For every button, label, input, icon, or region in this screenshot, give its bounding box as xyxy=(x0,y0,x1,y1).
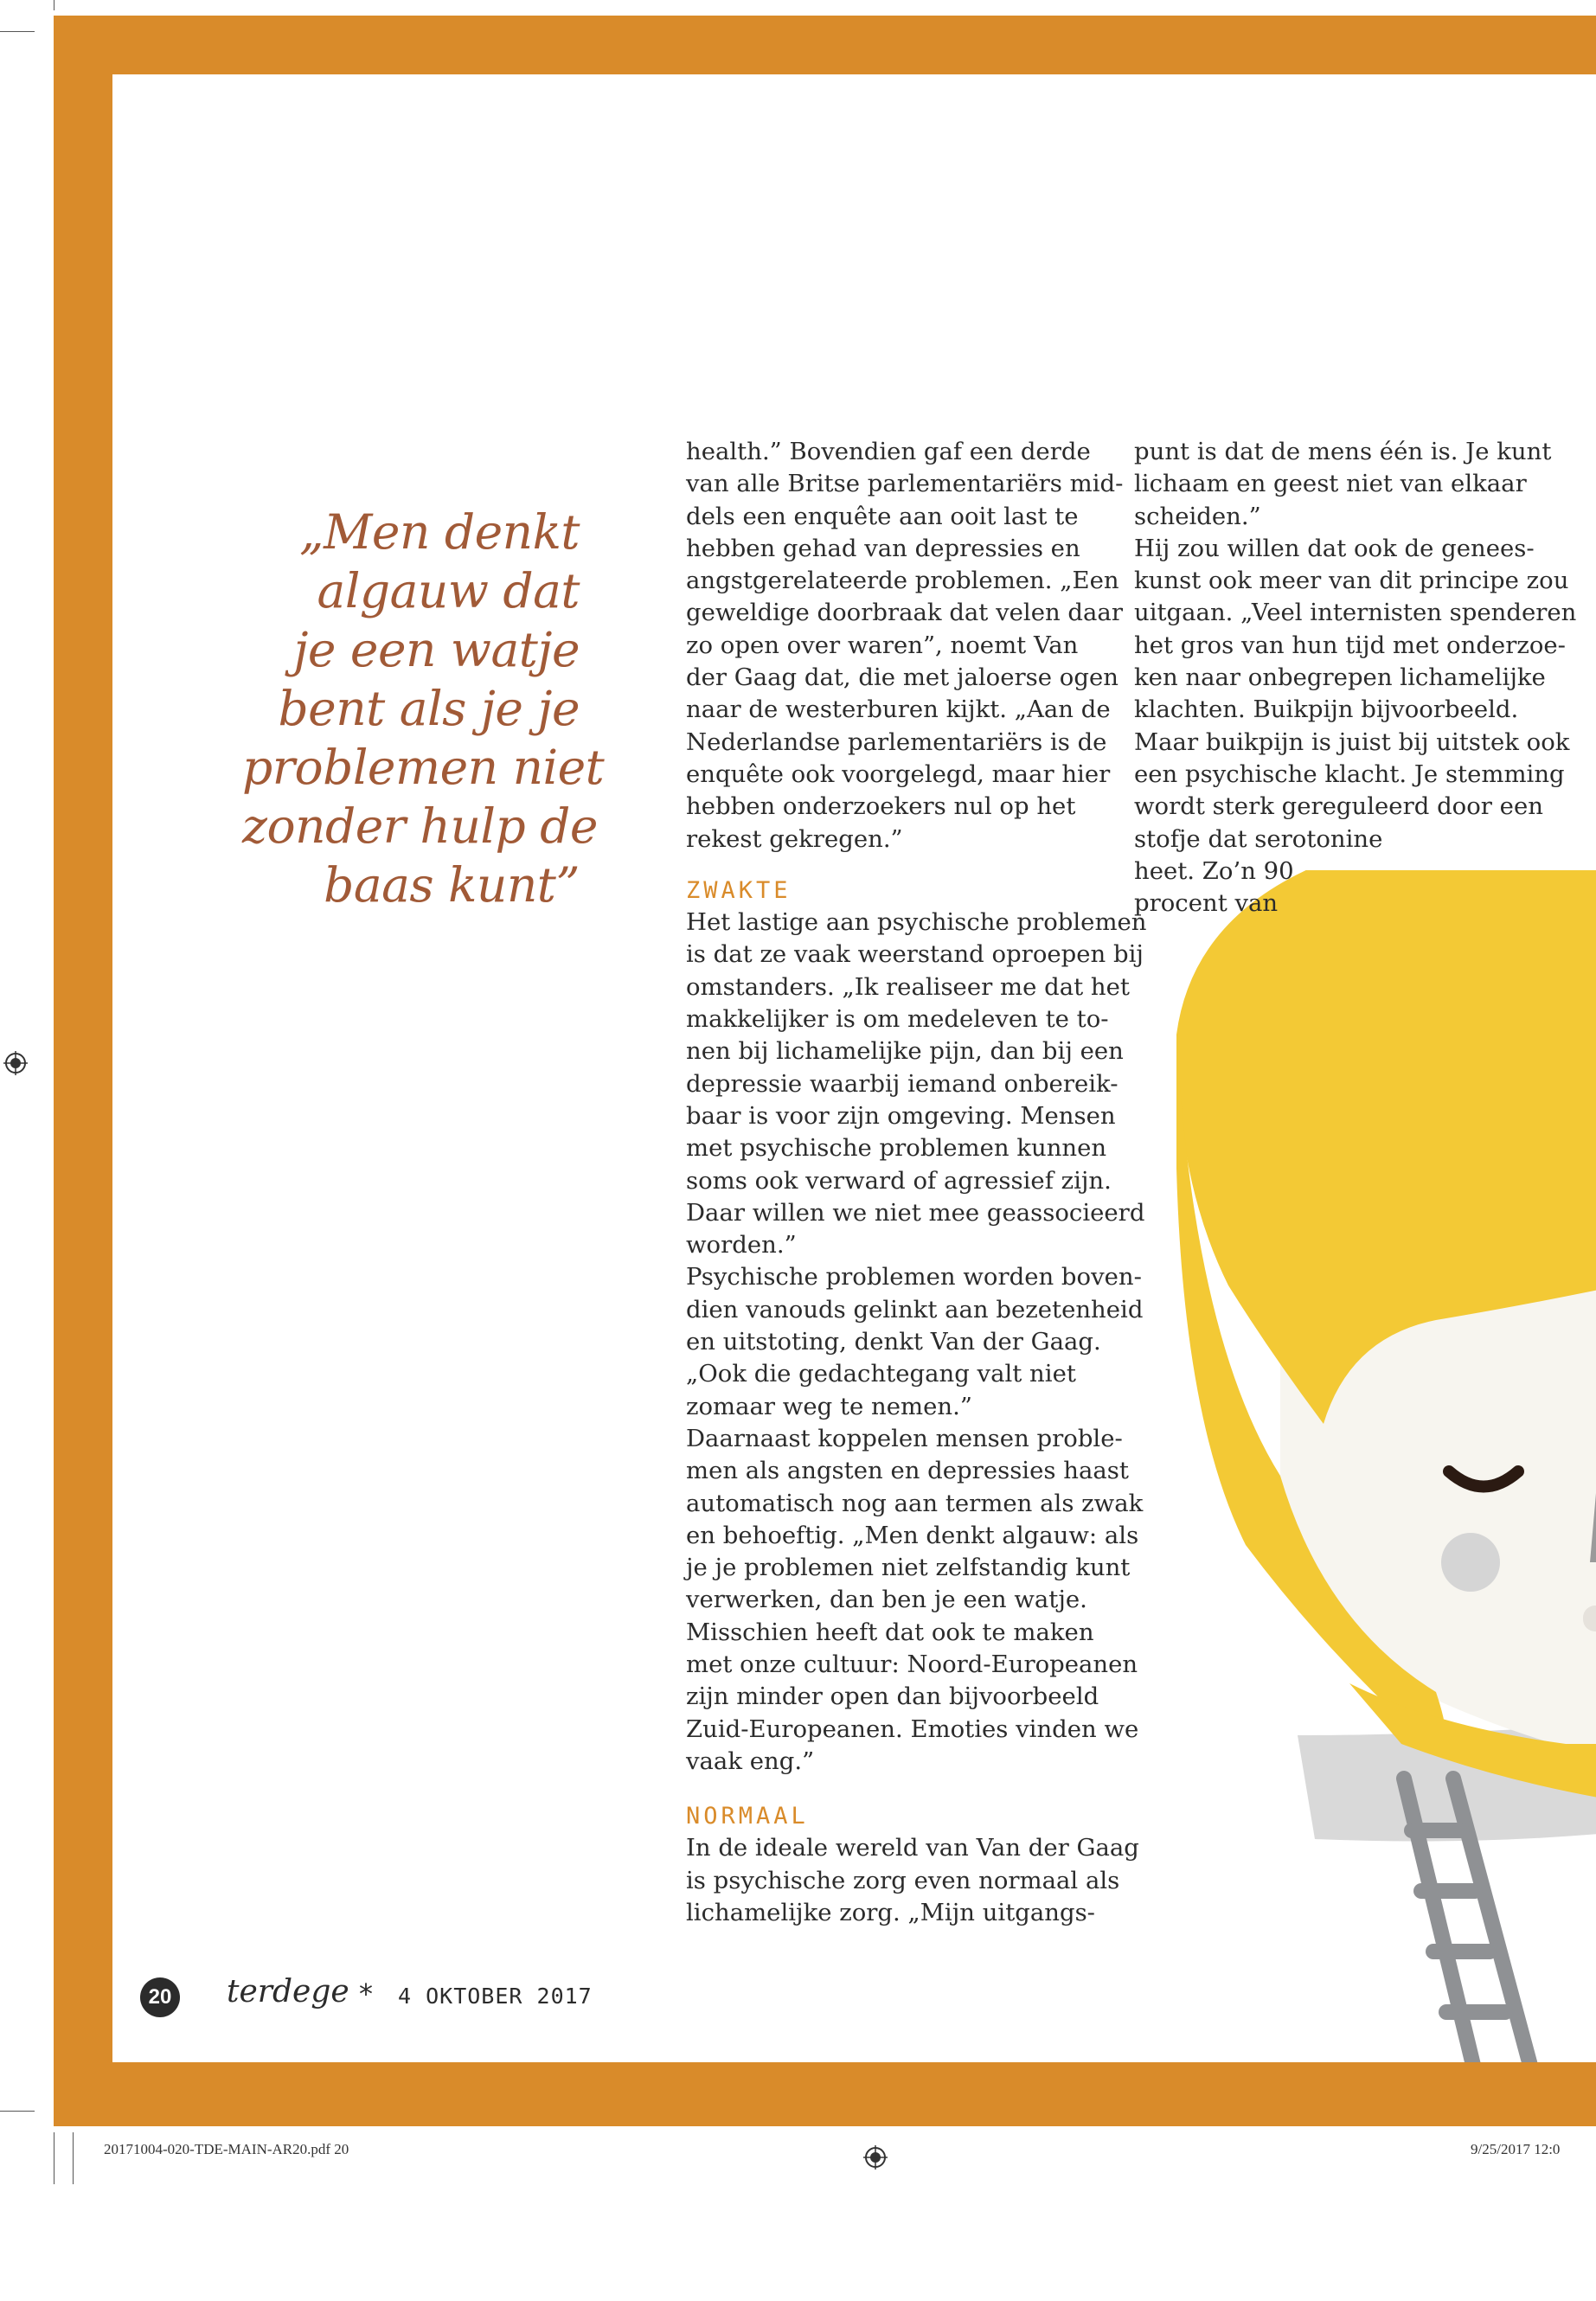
body-text-line: worden.” xyxy=(686,1231,797,1259)
body-text-line: Psychische problemen worden boven- xyxy=(686,1263,1142,1292)
body-text-line: depressie waarbij iemand onbereik- xyxy=(686,1069,1118,1098)
pull-quote-line: je een watje xyxy=(293,622,580,677)
body-text-line: en uitstoting, denkt Van der Gaag. xyxy=(686,1328,1101,1356)
body-text-line: lichaam en geest niet van elkaar xyxy=(1134,470,1527,498)
body-text-line: Daar willen we niet mee geassocieerd xyxy=(686,1198,1145,1227)
body-text-line: en behoeftig. „Men denkt algauw: als xyxy=(686,1521,1139,1549)
body-text-line: „Ook die gedachtegang valt niet xyxy=(686,1360,1076,1388)
body-text-line: hebben gehad van depressies en xyxy=(686,534,1080,562)
page-number-badge: 20 xyxy=(140,1977,180,2017)
pull-quote xyxy=(242,503,605,914)
pull-quote-line: „Men denkt xyxy=(299,504,580,560)
pull-quote-line: algauw dat xyxy=(317,563,580,619)
body-text-line: het gros van hun tijd met onderzoe- xyxy=(1134,631,1566,659)
body-text-line: verwerken, dan ben je een watje. xyxy=(686,1586,1087,1614)
body-text-line: zomaar weg te nemen.” xyxy=(686,1392,972,1420)
body-text-line: In de ideale wereld van Van der Gaag xyxy=(686,1834,1139,1862)
body-text-line: automatisch nog aan termen als zwak xyxy=(686,1489,1144,1517)
print-slug-timestamp: 9/25/2017 12:0 xyxy=(1471,2141,1561,2157)
body-text-line: der Gaag dat, die met jaloerse ogen xyxy=(686,663,1118,692)
article-column-2 xyxy=(1134,436,1576,920)
body-text-line: nen bij lichamelijke pijn, dan bij een xyxy=(686,1037,1124,1066)
body-text-line: wordt sterk gereguleerd door een xyxy=(1134,792,1543,821)
body-text-line: Het lastige aan psychische problemen xyxy=(686,908,1147,937)
paragraph-gap xyxy=(686,1778,1147,1800)
body-text-line: men als angsten en depressies haast xyxy=(686,1457,1129,1485)
separator-star: * xyxy=(359,1977,373,2010)
body-text-line: dels een enquête aan ooit last te xyxy=(686,502,1079,530)
body-text-line: makkelijker is om medeleven te to- xyxy=(686,1005,1109,1034)
issue-date: 4 OKTOBER 2017 xyxy=(398,1984,593,2009)
body-text-line: van alle Britse parlementariërs mid- xyxy=(686,470,1124,498)
body-text-line: geweldige doorbraak dat velen daar xyxy=(686,599,1123,627)
body-text-line: Hij zou willen dat ook de genees- xyxy=(1134,534,1535,562)
body-text-line: je je problemen niet zelfstandig kunt xyxy=(686,1554,1131,1582)
crop-mark xyxy=(73,2132,74,2184)
body-text-line: Misschien heeft dat ook te maken xyxy=(686,1618,1094,1646)
body-text-line: Maar buikpijn is juist bij uitstek ook xyxy=(1134,727,1570,756)
body-text-line: procent van xyxy=(1134,889,1279,918)
body-text-line: zijn minder open dan bijvoorbeeld xyxy=(686,1682,1099,1711)
pull-quote-line: problemen niet xyxy=(242,740,605,795)
body-text-line: met onze cultuur: Noord-Europeanen xyxy=(686,1650,1138,1678)
body-text-line: uitgaan. „Veel internisten spenderen xyxy=(1134,599,1577,627)
body-text-line: ken naar onbegrepen lichamelijke xyxy=(1134,663,1546,692)
body-text-line: heet. Zo’n 90 xyxy=(1134,856,1294,885)
body-text-line: Zuid-Europeanen. Emoties vinden we xyxy=(686,1715,1139,1743)
body-text-line: vaak eng.” xyxy=(686,1747,815,1775)
pull-quote-line: bent als je je xyxy=(278,681,580,736)
article-column-1 xyxy=(686,436,1147,1929)
body-text-line: is dat ze vaak weerstand oproepen bij xyxy=(686,940,1144,969)
crop-mark xyxy=(0,2111,35,2112)
body-text-line: met psychische problemen kunnen xyxy=(686,1134,1107,1163)
pull-quote-line: baas kunt” xyxy=(324,857,580,913)
cheek-shape xyxy=(1441,1533,1500,1592)
print-slug-file: 20171004-020-TDE-MAIN-AR20.pdf 20 xyxy=(104,2141,349,2157)
body-text-line: naar de westerburen kijkt. „Aan de xyxy=(686,695,1111,724)
body-text-line: Daarnaast koppelen mensen proble- xyxy=(686,1424,1123,1452)
body-text-line: zo open over waren”, noemt Van xyxy=(686,631,1079,659)
body-text-line: rekest gekregen.” xyxy=(686,824,903,853)
body-text-line: punt is dat de mens één is. Je kunt xyxy=(1134,438,1552,465)
paragraph-gap xyxy=(686,856,1147,875)
body-text-line: kunst ook meer van dit principe zou xyxy=(1134,567,1569,595)
crop-mark xyxy=(0,31,35,32)
body-text-line: dien vanouds gelinkt aan bezetenheid xyxy=(686,1295,1144,1324)
registration-mark-icon xyxy=(3,1051,28,1075)
body-text-line: lichamelijke zorg. „Mijn uitgangs- xyxy=(686,1899,1095,1927)
pull-quote-line: zonder hulp de xyxy=(242,798,598,854)
body-text-line: stofje dat serotonine xyxy=(1134,824,1383,853)
page-area xyxy=(112,74,1596,2062)
body-text-line: is psychische zorg even normaal als xyxy=(686,1866,1120,1894)
body-text-line: baar is voor zijn omgeving. Mensen xyxy=(686,1101,1116,1130)
registration-mark-icon xyxy=(863,2145,888,2170)
girl-with-ladder-illustration xyxy=(1176,870,1596,2062)
body-text-line: angstgerelateerde problemen. „Een xyxy=(686,567,1119,595)
section-heading: NORMAAL xyxy=(686,1803,809,1830)
body-text-line: hebben onderzoekers nul op het xyxy=(686,792,1076,821)
body-text-line: soms ook verward of agressief zijn. xyxy=(686,1166,1112,1195)
body-text-line: scheiden.” xyxy=(1134,502,1261,530)
magazine-logo: terdege xyxy=(227,1974,349,2009)
body-text-line: een psychische klacht. Je stemming xyxy=(1134,760,1565,788)
body-text-line: klachten. Buikpijn bijvoorbeeld. xyxy=(1134,695,1519,724)
body-text-line: enquête ook voorgelegd, maar hier xyxy=(686,760,1111,788)
body-text-line: omstanders. „Ik realiseer me dat het xyxy=(686,972,1130,1001)
body-text-line: Nederlandse parlementariërs is de xyxy=(686,727,1107,756)
section-heading: ZWAKTE xyxy=(686,876,792,904)
body-text-line: health.” Bovendien gaf een derde xyxy=(686,438,1091,465)
